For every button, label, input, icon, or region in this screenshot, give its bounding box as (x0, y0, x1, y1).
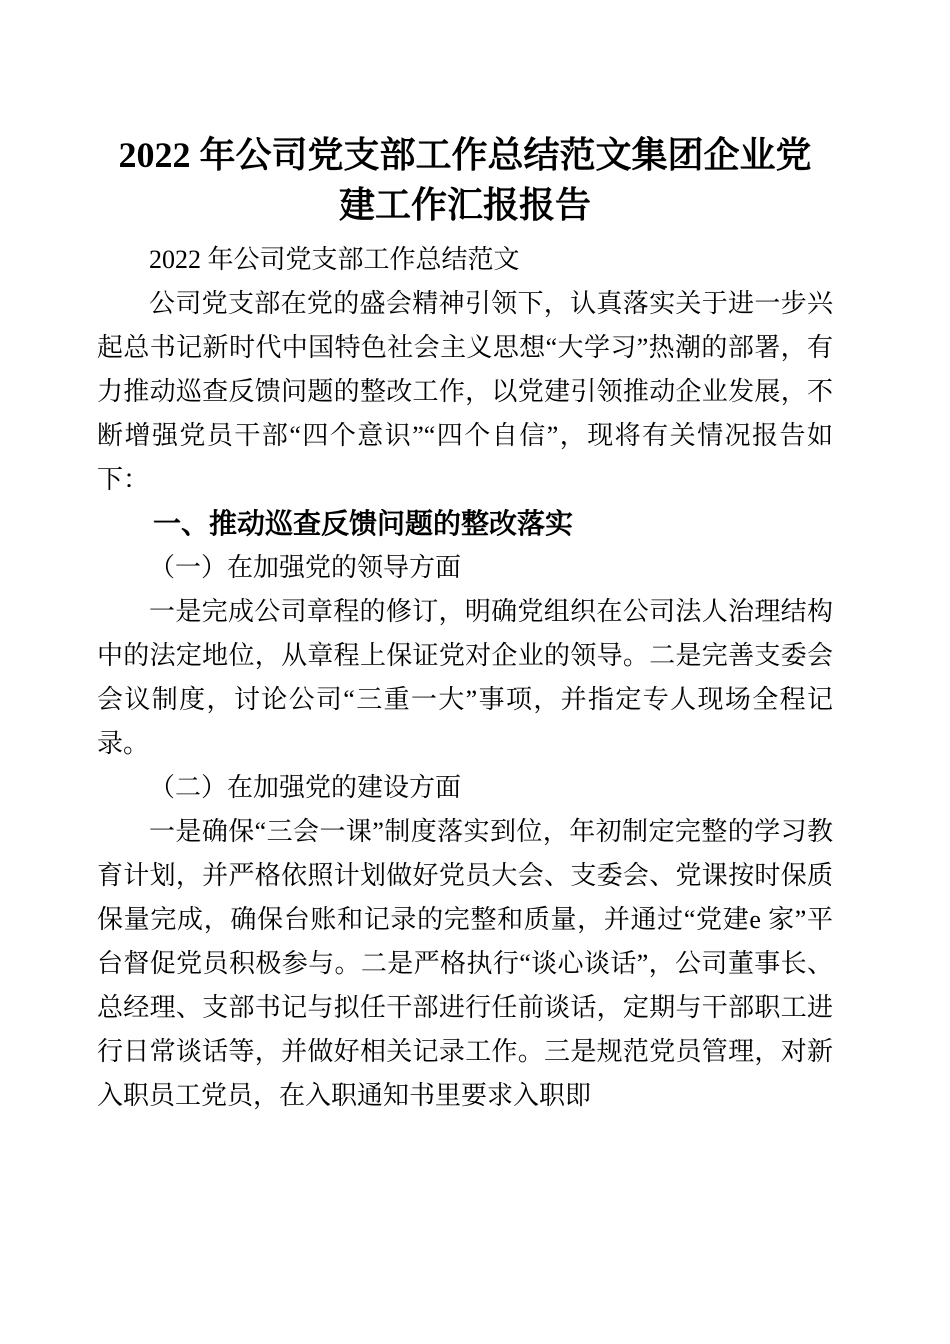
paragraph: 公司党支部在党的盛会精神引领下，认真落实关于进一步兴起总书记新时代中国特色社会主义思想“大学习”热潮的部署，有力推动巡查反馈问题的整改工作，以党建引领推动企业发展，不断增强党员干部“四个意识”“四个自信”，现将有关情况报告如下： (97, 289, 833, 494)
section-heading: 一、推动巡查反馈问题的整改落实 (153, 508, 574, 539)
document-title: 2022 年公司党支部工作总结范文集团企业党建工作汇报报告 (118, 135, 812, 225)
paragraph: 一是完成公司章程的修订，明确党组织在公司法人治理结构中的法定地位，从章程上保证党对企业的领导。二是完善支委会会议制度，讨论公司“三重一大”事项，并指定专人现场全程记录。 (97, 597, 833, 758)
sub-heading: （一）在加强党的领导方面 (149, 553, 462, 582)
document-body (97, 238, 833, 1118)
sub-heading: （二）在加强党的建设方面 (149, 773, 462, 802)
paragraph: 一是确保“三会一课”制度落实到位，年初制定完整的学习教育计划，并严格依照计划做好党员大会、支委会、党课按时保质保量完成，确保台账和记录的完整和质量，并通过“党建e 家”平台督促党员积极参与。二是严格执行“谈心谈话”，公司董事长、总经理、支部书记与拟任干部进行任前谈话，定期与干部职工进行日常谈话等，并做好相关记录工作。三是规范党员管理，对新入职员工党员，在入职通知书里要求入职即 (97, 817, 833, 1110)
paragraph: 2022 年公司党支部工作总结范文 (149, 245, 520, 274)
